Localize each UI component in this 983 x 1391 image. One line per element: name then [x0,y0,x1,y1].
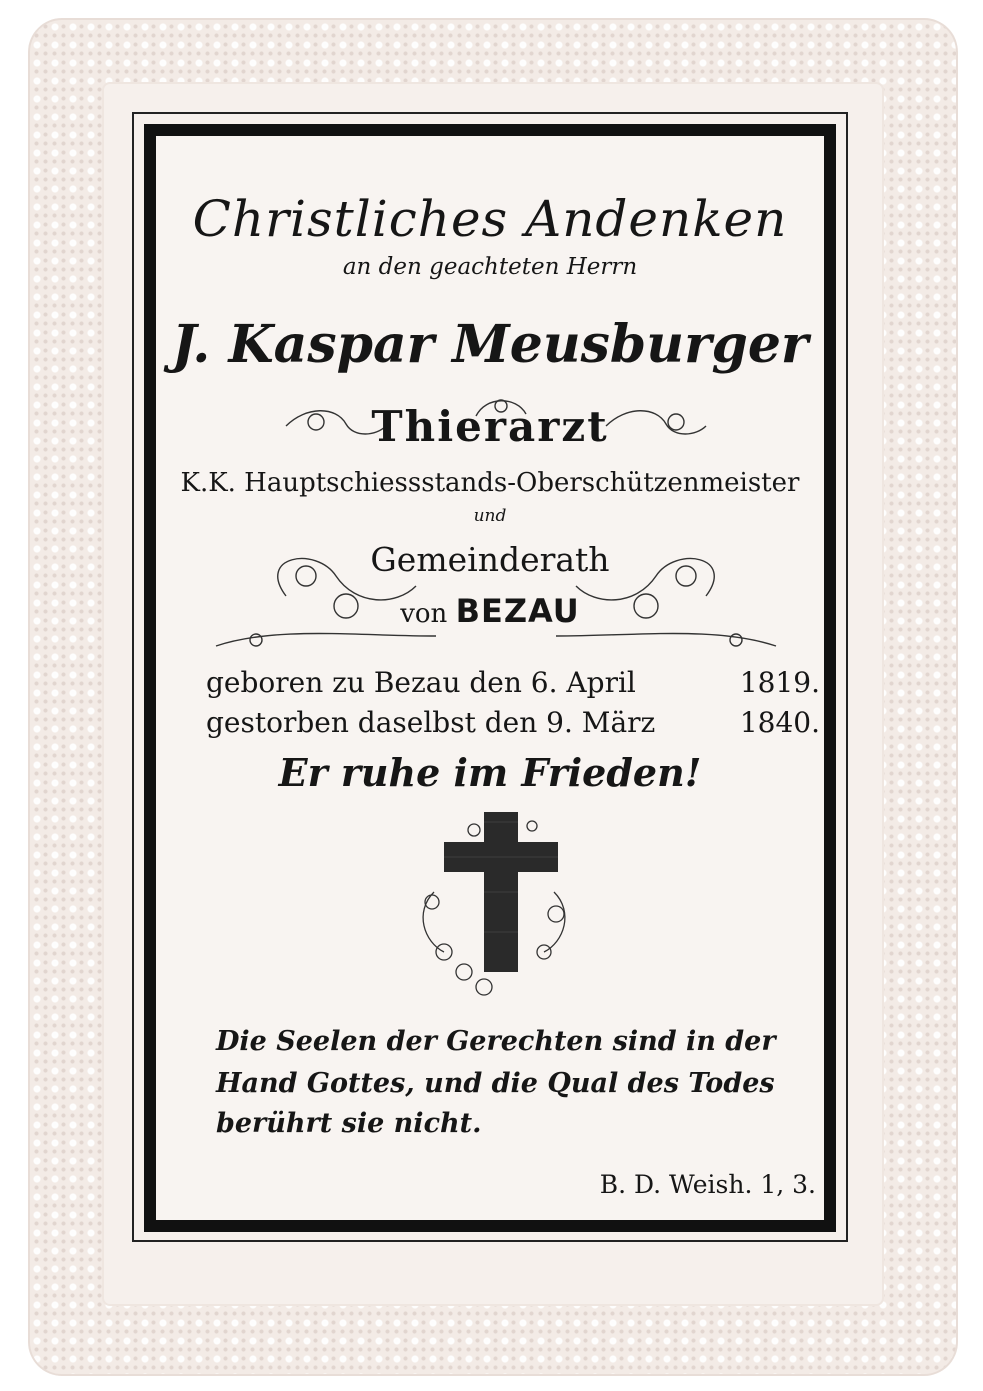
death-line [206,706,826,739]
card-title: Christliches Andenken [192,190,788,248]
profession: Thierarzt [371,402,609,451]
office-title: K.K. Hauptschiessstands-Oberschützenmeister [180,468,800,498]
birth-line [206,666,826,699]
death-year: 1840. [739,706,820,739]
birth-text: geboren zu Bezau den 6. April [206,666,636,699]
verse-line-3: berührt sie nicht. [216,1108,482,1139]
verse-line-2: Hand Gottes, und die Qual des Todes [216,1068,775,1099]
card-subtitle: an den geachteten Herrn [342,254,638,280]
death-text: gestorben daselbst den 9. März [206,706,656,739]
card-content [156,136,824,1220]
cross-icon [404,802,584,1002]
conjunction: und [473,506,507,526]
birth-year: 1819. [739,666,820,699]
rest-in-peace: Er ruhe im Frieden! [278,750,702,795]
council-title: Gemeinderath [370,540,610,579]
verse-reference: B. D. Weish. 1, 3. [599,1170,816,1199]
town-prefix: von [400,599,448,629]
town-name: BEZAU [455,592,580,630]
deceased-name: J. Kaspar Meusburger [171,314,809,375]
verse-line-1: Die Seelen der Gerechten sind in der [216,1026,776,1057]
town-line [156,592,824,630]
